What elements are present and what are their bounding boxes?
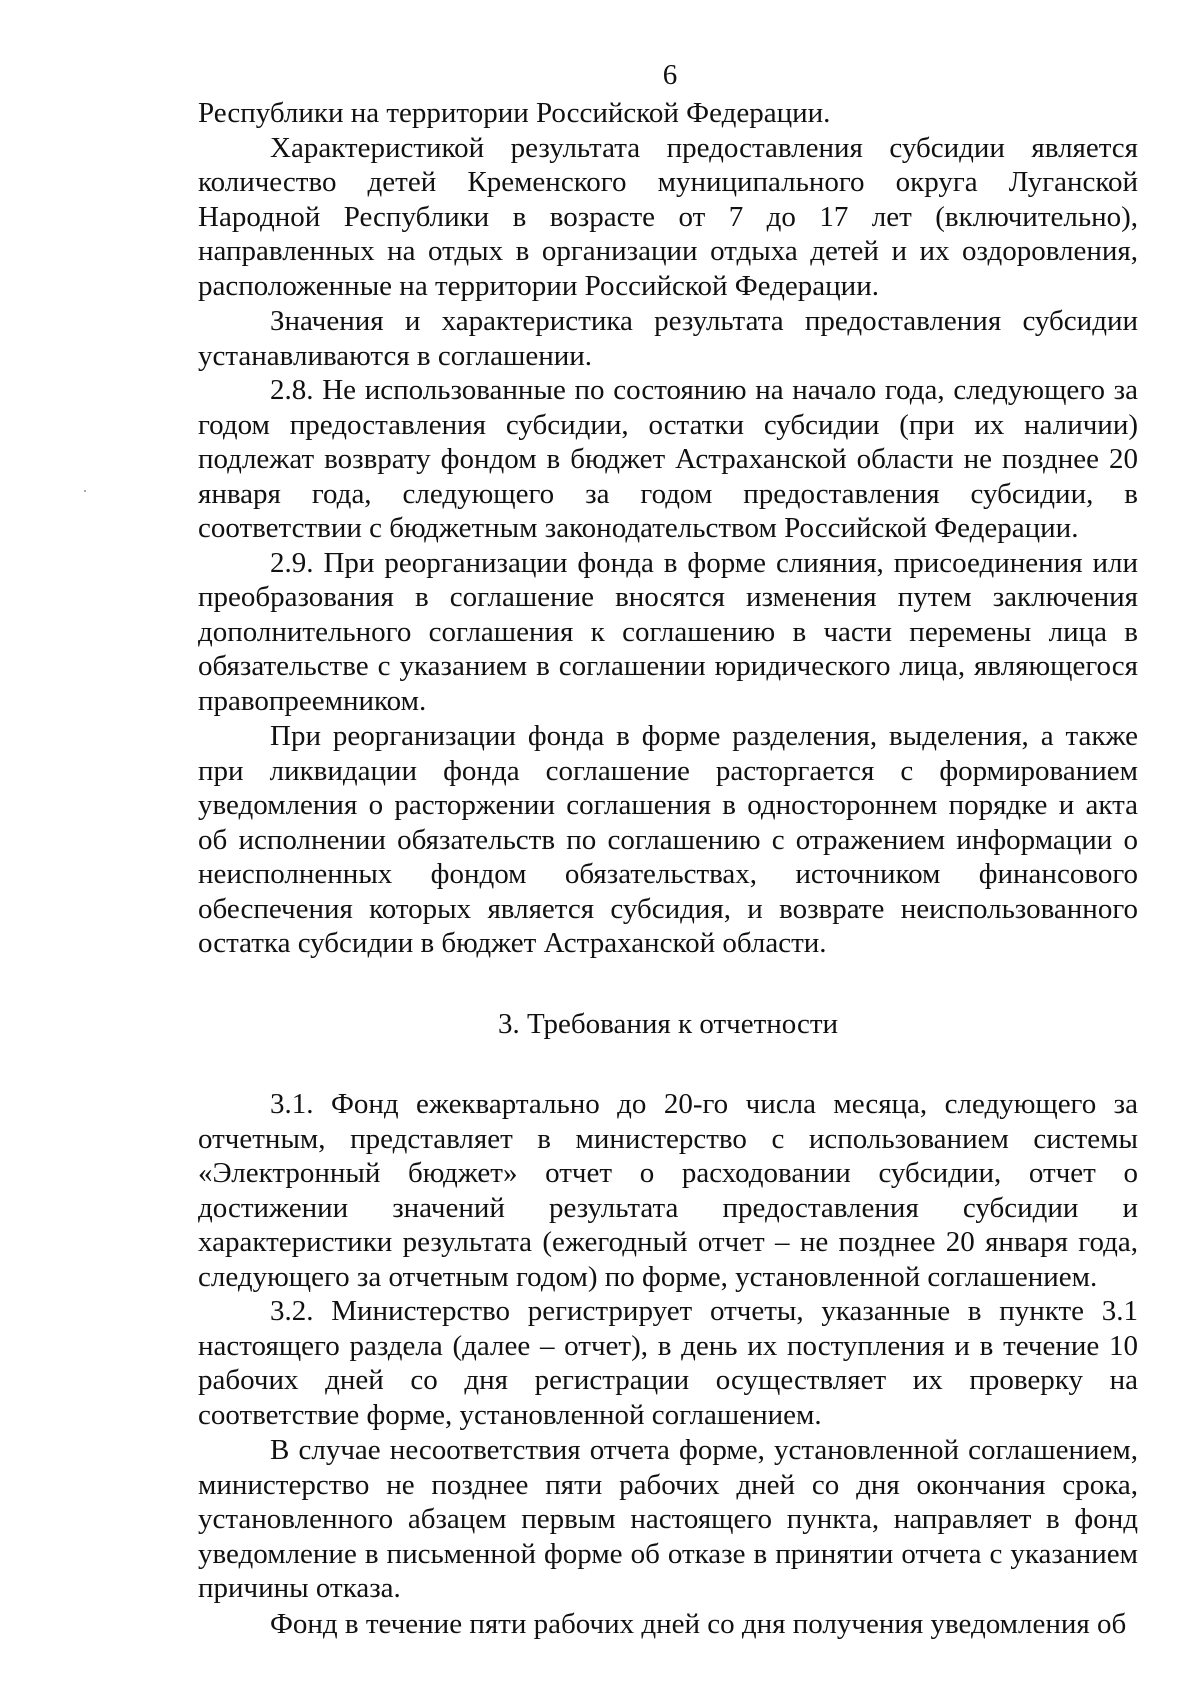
paragraph-continuation: Республики на территории Российской Федерации.: [198, 97, 831, 129]
paragraph-3-2: 3.2. Министерство регистрирует отчеты, указанные в пункте 3.1 настоящего раздела (далее – отчет), в день их поступления и в течение 10 рабочих дней со дня регистрации осуществляет их проверку на соответствие форме, установленной соглашением.: [198, 1295, 1138, 1431]
section-3-heading: 3. Требования к отчетности: [497, 1007, 839, 1040]
paragraph-fund-notification: Фонд в течение пяти рабочих дней со дня получения уведомления об: [270, 1607, 1127, 1640]
document-body: [198, 96, 1138, 1641]
paragraph-result-values: Значения и характеристика результата предоставления субсидии устанавливаются в соглашении.: [198, 305, 1138, 372]
paragraph-3-1: 3.1. Фонд ежеквартально до 20-го числа месяца, следующего за отчетным, представляет в министерство с использованием системы «Электронный бюджет» отчет о расходовании субсидии, отчет о достижении значений результата предоставления субсидии и характеристики результата (ежегодный отчет – не позднее 20 января года, следующего за отчетным годом) по форме, установленной соглашением.: [198, 1088, 1138, 1293]
paragraph-result-characteristic: Характеристикой результата предоставления субсидии является количество детей Кременского муниципального округа Луганской Народной Республики в возрасте от 7 до 17 лет (включительно), направленных на отдых в организации отдыха детей и их оздоровления, расположенные на территории Российской Федерации.: [198, 131, 1138, 302]
paragraph-reorganization: При реорганизации фонда в форме разделения, выделения, а также при ликвидации фонда соглашение расторгается с формированием уведомления о расторжении соглашения в одностороннем порядке и акта об исполнении обязательств по соглашению с отражением информации о неисполненных фондом обязательствах, источником финансового обеспечения которых является субсидия, и возврате неиспользованного остатка субсидии в бюджет Астраханской области.: [198, 720, 1138, 959]
page-number: 6: [662, 59, 678, 91]
paragraph-2-9: 2.9. При реорганизации фонда в форме слияния, присоединения или преобразования в соглашение вносятся изменения путем заключения дополнительного соглашения к соглашению в части перемены лица в обязательстве с указанием в соглашении юридического лица, являющегося правопреемником.: [198, 546, 1138, 717]
paragraph-2-8: 2.8. Не использованные по состоянию на начало года, следующего за годом предоставления субсидии, остатки субсидии (при их наличии) подлежат возврату фондом в бюджет Астраханской области не позднее 20 января года, следующего за годом предоставления субсидии, в соответствии с бюджетным законодательством Российской Федерации.: [198, 374, 1138, 544]
scan-speck: [84, 490, 86, 492]
paragraph-nonconformity: В случае несоответствия отчета форме, установленной соглашением, министерство не позднее пяти рабочих дней со дня окончания срока, установленного абзацем первым настоящего пункта, направляет в фонд уведомление в письменной форме об отказе в принятии отчета с указанием причины отказа.: [198, 1434, 1138, 1604]
